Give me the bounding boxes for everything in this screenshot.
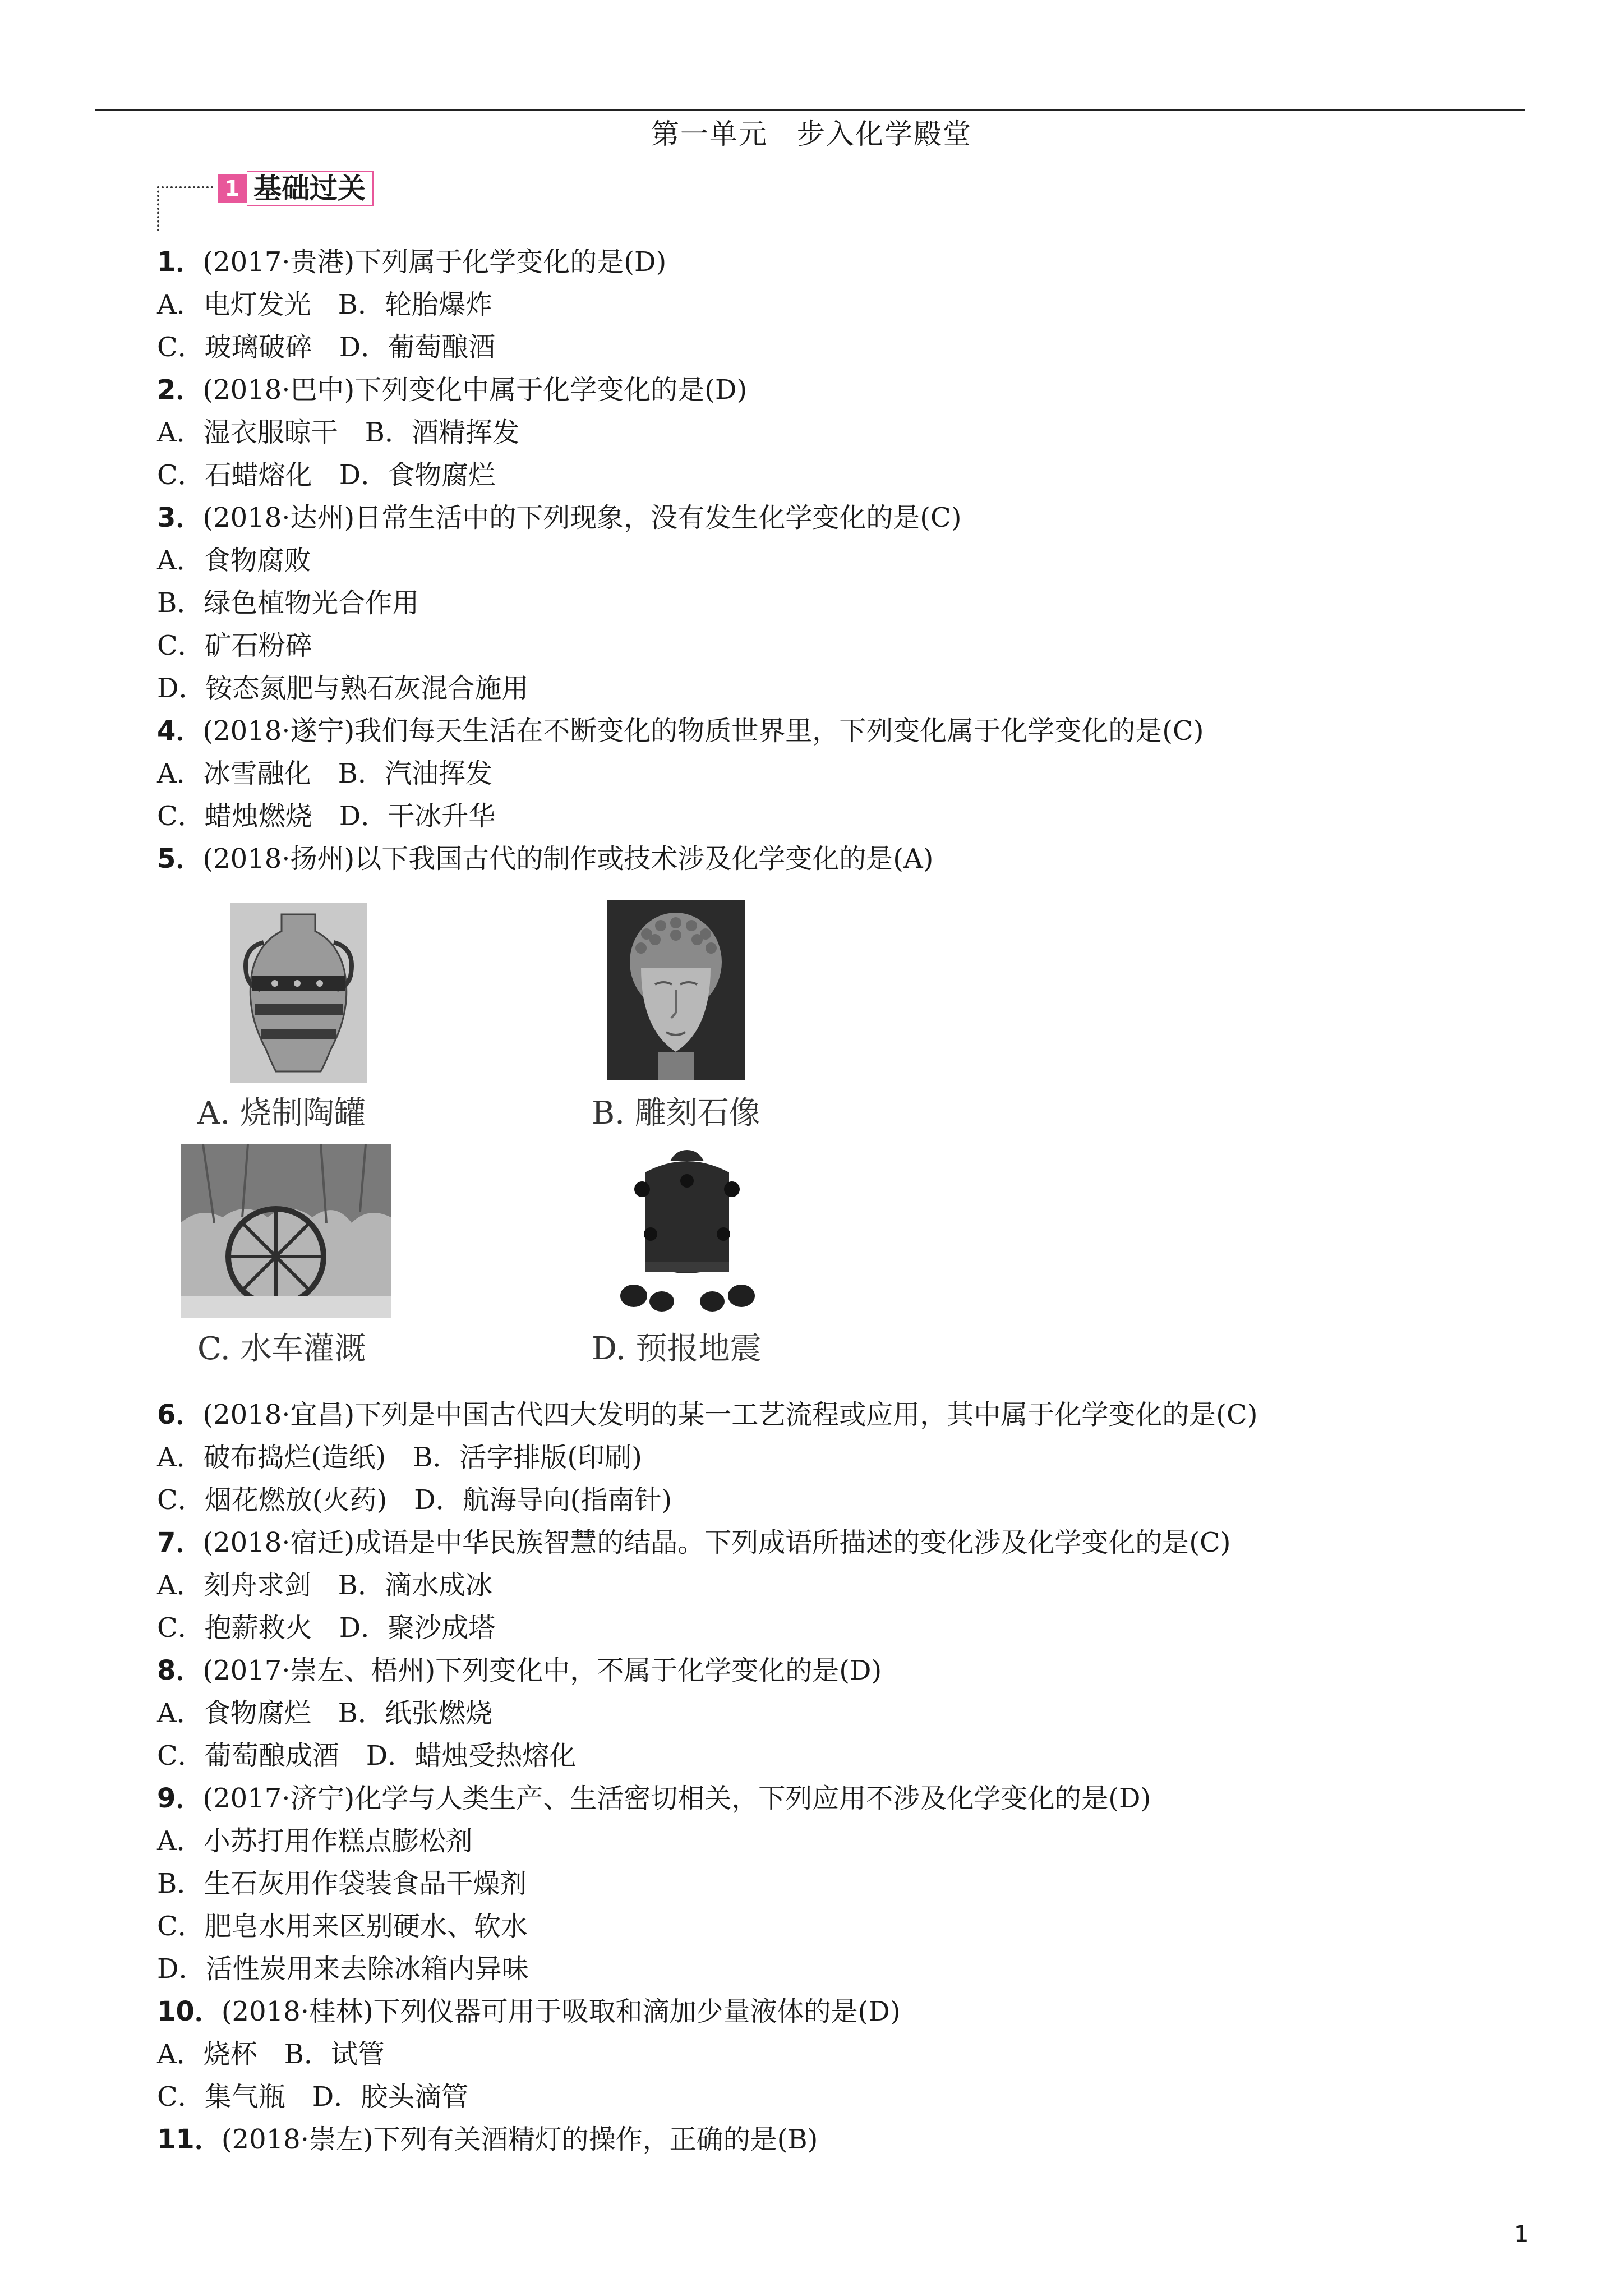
section-dotted-line-vertical — [157, 186, 159, 231]
question-option: C．肥皂水用来区别硬水、软水 — [157, 1911, 528, 1942]
question-stem — [157, 1397, 1257, 1433]
question-option: B．绿色植物光合作用 — [157, 587, 419, 619]
question-text: (2017·济宁)化学与人类生产、生活密切相关，下列应用不涉及化学变化的是(D) — [202, 1783, 1151, 1814]
question-stem — [157, 841, 933, 877]
question-stem — [157, 2122, 818, 2157]
question-stem — [157, 1653, 882, 1688]
question-text: (2018·崇左)下列有关酒精灯的操作，正确的是(B) — [221, 2124, 818, 2155]
waterwheel-photo — [181, 1144, 391, 1318]
question-option: A．小苏打用作糕点膨松剂 — [157, 1825, 473, 1857]
question-number: 5． — [157, 843, 203, 875]
question-option: A．刻舟求剑 B．滴水成冰 — [157, 1570, 492, 1601]
question-text: (2018·扬州)以下我国古代的制作或技术涉及化学变化的是(A) — [202, 843, 934, 875]
question-text: (2018·宿迁)成语是中华民族智慧的结晶。下列成语所描述的变化涉及化学变化的是(C) — [202, 1527, 1231, 1558]
section-dotted-line — [157, 186, 213, 188]
page-number: 1 — [1514, 2221, 1529, 2247]
question-text: (2018·巴中)下列变化中属于化学变化的是(D) — [202, 374, 748, 406]
question-number: 3． — [157, 502, 203, 533]
question-option: C．葡萄酿成酒 D．蜡烛受热熔化 — [157, 1740, 577, 1772]
question-number: 7． — [157, 1527, 203, 1558]
option-caption-a: A. 烧制陶罐 — [197, 1095, 366, 1131]
question-number: 4． — [157, 715, 203, 747]
question-option: D．活性炭用来去除冰箱内异味 — [157, 1953, 529, 1985]
question-option: A．电灯发光 B．轮胎爆炸 — [157, 289, 492, 320]
section-label: 基础过关 — [247, 171, 374, 206]
question-option: A．湿衣服晾干 B．酒精挥发 — [157, 417, 519, 448]
pottery-jar-photo — [230, 903, 367, 1083]
question-stem — [157, 244, 666, 280]
question-option: A．冰雪融化 B．汽油挥发 — [157, 758, 492, 789]
question-option: A．食物腐败 — [157, 545, 311, 576]
question-option: A．烧杯 B．试管 — [157, 2039, 385, 2070]
question-number: 8． — [157, 1655, 203, 1686]
question-text: (2017·贵港)下列属于化学变化的是(D) — [202, 246, 667, 278]
question-stem — [157, 713, 1204, 749]
question-option: B．生石灰用作袋装食品干燥剂 — [157, 1868, 527, 1899]
question-stem — [157, 1780, 1151, 1816]
question-option: D．铵态氮肥与熟石灰混合施用 — [157, 673, 529, 704]
page-title: 第一单元 步入化学殿堂 — [651, 118, 972, 150]
question-number: 9． — [157, 1783, 203, 1814]
question-stem — [157, 1525, 1230, 1561]
seismoscope-photo — [611, 1139, 763, 1318]
section-number: 1 — [218, 174, 247, 203]
question-number: 6． — [157, 1399, 203, 1430]
question-option: C．玻璃破碎 D．葡萄酿酒 — [157, 332, 496, 363]
question-stem — [157, 372, 747, 408]
question-option: C．蜡烛燃烧 D．干冰升华 — [157, 800, 496, 832]
question-number: 2． — [157, 374, 203, 406]
question-option: C．集气瓶 D．胶头滴管 — [157, 2081, 469, 2113]
header-rule — [95, 109, 1525, 111]
question-option: C．石蜡熔化 D．食物腐烂 — [157, 459, 496, 491]
question-text: (2017·崇左、梧州)下列变化中，不属于化学变化的是(D) — [202, 1655, 882, 1686]
question-stem — [157, 1994, 901, 2030]
stone-buddha-head-photo — [607, 900, 745, 1080]
question-text: (2018·达州)日常生活中的下列现象，没有发生化学变化的是(C) — [202, 502, 962, 533]
question-number: 1． — [157, 246, 203, 278]
question-text: (2018·宜昌)下列是中国古代四大发明的某一工艺流程或应用，其中属于化学变化的是(C) — [202, 1399, 1258, 1430]
question-option: A．破布捣烂(造纸) B．活字排版(印刷) — [157, 1442, 642, 1473]
option-caption-c: C. 水车灌溉 — [197, 1331, 366, 1367]
question-number: 11． — [157, 2124, 222, 2155]
question-option: C．矿石粉碎 — [157, 630, 312, 661]
question-option: A．食物腐烂 B．纸张燃烧 — [157, 1697, 492, 1729]
option-caption-d: D. 预报地震 — [592, 1331, 762, 1367]
question-text: (2018·遂宁)我们每天生活在不断变化的物质世界里，下列变化属于化学变化的是(C) — [202, 715, 1204, 747]
question-text: (2018·桂林)下列仪器可用于吸取和滴加少量液体的是(D) — [221, 1996, 901, 2027]
question-option: C．抱薪救火 D．聚沙成塔 — [157, 1612, 496, 1644]
question-option: C．烟花燃放(火药) D．航海导向(指南针) — [157, 1484, 672, 1516]
option-caption-b: B. 雕刻石像 — [592, 1095, 760, 1131]
question-stem — [157, 500, 961, 536]
question-number: 10． — [157, 1996, 222, 2027]
